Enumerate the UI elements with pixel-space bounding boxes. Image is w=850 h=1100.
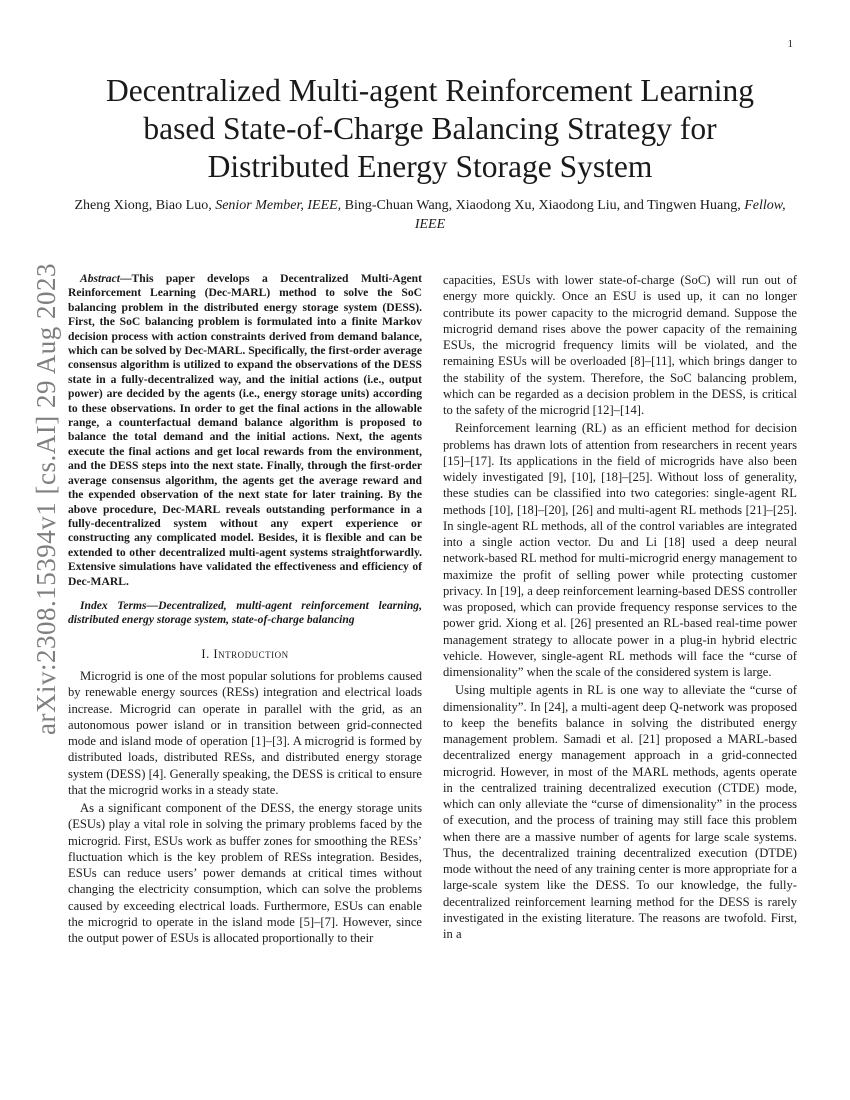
authors-part2: Bing-Chuan Wang, Xiaodong Xu, Xiaodong Liu, and Tingwen Huang, xyxy=(341,198,745,213)
right-paragraph-1: capacities, ESUs with lower state-of-charge (SoC) will run out of energy more quickly. Once an ESU is used up, it can no longer contribute its power capacity to the microgrid demand. Suppose the microgrid demand rises above the power capacity of the remaining ESUs, the microgrid frequency limits will be violated, and the remaining ESUs will be overloaded [8]–[11], which brings danger to the stability of the system. Therefore, the SoC balancing problem, which can be regarded as a decision problem in the DESS, is critical to the safety of the microgrid [12]–[14]. xyxy=(443,273,797,417)
abstract xyxy=(68,272,422,589)
arxiv-stamp: arXiv:2308.15394v1 [cs.AI] 29 Aug 2023 xyxy=(31,263,61,735)
right-paragraph-2: Reinforcement learning (RL) as an efficient method for decision problems has drawn lots of attention from researchers in recent years [15]–[17]. Its applications in the field of microgrids have also been widely investigated [9], [10], [18]–[25]. Without loss of generality, these studies can be classified into two categories: single-agent RL methods [10], [18]–[20], [26] and multi-agent RL methods [21]–[25]. In single-agent RL methods, all of the control variables are integrated into a single action vector. Du and Li [18] used a deep neural network-based RL method for multi-microgrid energy management to maximize the profit of selling power while protecting customer privacy. In [19], a deep reinforcement learning-based DESS controller was proposed, which can provide frequency response services to the power grid. Xiong et al. [26] presented an RL-based real-time power management strategy to allocate power in a plug-in hybrid electric vehicle. However, single-agent RL methods will face the “curse of dimensionality” when the scale of the considered system is large. xyxy=(443,421,797,679)
left-column xyxy=(68,272,422,946)
right-paragraph-3: Using multiple agents in RL is one way to alleviate the “curse of dimensionality”. In [24], a multi-agent deep Q-network was proposed to keep the benefits balance in solving the distributed energy management problem. Samadi et al. [21] proposed a MARL-based decentralized energy management approach in a grid-connected microgrid. However, in most of the MARL methods, agents operate in the centralized training decentralized execution (CTDE) mode, which can only alleviate the “curse of dimensionality” in the process of execution, and the process of training may still face this problem when there are a massive number of agents for large scale systems. Thus, the decentralized training decentralized execution (DTDE) mode without the need of any training center is more appropriate for a large-scale system like the DESS. To our knowledge, the fully-decentralized reinforcement learning method for the DESS is rarely investigated in the existing literature. The reasons are twofold. First, in a xyxy=(443,683,797,941)
authors-role2: Fellow, IEEE xyxy=(414,198,786,232)
intro-paragraph-1: Microgrid is one of the most popular solutions for problems caused by renewable energy sources (RESs) integration and electrical loads increase. Microgrid can operate in parallel with the grid, as an autonomous power island or in transition between grid-connected mode and island mode of operation [1]–[3]. A microgrid is formed by distributed loads, distributed RESs, and distributed energy storage system (DESS) [4]. Generally speaking, the DESS is critical to ensure that the microgrid works in a steady state. xyxy=(68,669,422,797)
author-list xyxy=(70,196,790,234)
abstract-lead: Abstract xyxy=(80,272,120,285)
abstract-text: —This paper develops a Decentralized Multi-Agent Reinforcement Learning (Dec-MARL) method to solve the SoC balancing problem in the distributed energy storage system (DESS). First, the SoC balancing problem is formulated into a finite Markov decision process with action constraints derived from demand balance, which can be solved by Dec-MARL. Specifically, the first-order average consensus algorithm is utilized to expand the observations of the DESS state in a fully-decentralized way, and the initial actions (i.e., output power) are decided by the agents (i.e., energy storage units) according to these observations. In order to get the final actions in the allowable range, a counterfactual demand balance algorithm is proposed to balance the total demand and the initial actions. Next, the agents execute the final actions and get local rewards from the environment, and the DESS steps into the next state. Finally, through the first-order average consensus algorithm, the agents get the average reward and the expended observation of the next state for later training. By the above procedure, Dec-MARL reveals outstanding performance in a fully-decentralized system without any expert experience or constructing any complicated model. Besides, it is flexible and can be extended to other decentralized multi-agent systems straightforwardly. Extensive simulations have validated the effectiveness and efficiency of Dec-MARL. xyxy=(68,272,422,588)
index-terms: Index Terms—Decentralized, multi-agent reinforcement learning, distributed energy storage system, state-of-charge balancing xyxy=(68,598,422,627)
authors-part1: Zheng Xiong, Biao Luo, xyxy=(74,198,216,213)
right-column xyxy=(443,272,797,942)
authors-role1: Senior Member, IEEE, xyxy=(215,198,342,213)
intro-paragraph-2: As a significant component of the DESS, the energy storage units (ESUs) play a vital role in solving the primary problems faced by the microgrid. First, ESUs work as buffer zones for smoothing the RESs’ fluctuation which is the key problem of RESs integration. Besides, ESUs can reduce users’ power demands at critical times without changing the electricity consumption, which can solve the problems caused by exceeding electrical loads. Furthermore, ESUs can enable the microgrid to operate in the island mode [5]–[7]. However, since the output power of ESUs is allocated proportionally to their xyxy=(68,801,422,945)
paper-title: Decentralized Multi-agent Reinforcement Learning based State-of-Charge Balancing Strategy for Distributed Energy Storage System xyxy=(105,73,755,184)
page-number: 1 xyxy=(787,38,793,50)
section-heading-introduction: I. Introduction xyxy=(201,646,289,661)
